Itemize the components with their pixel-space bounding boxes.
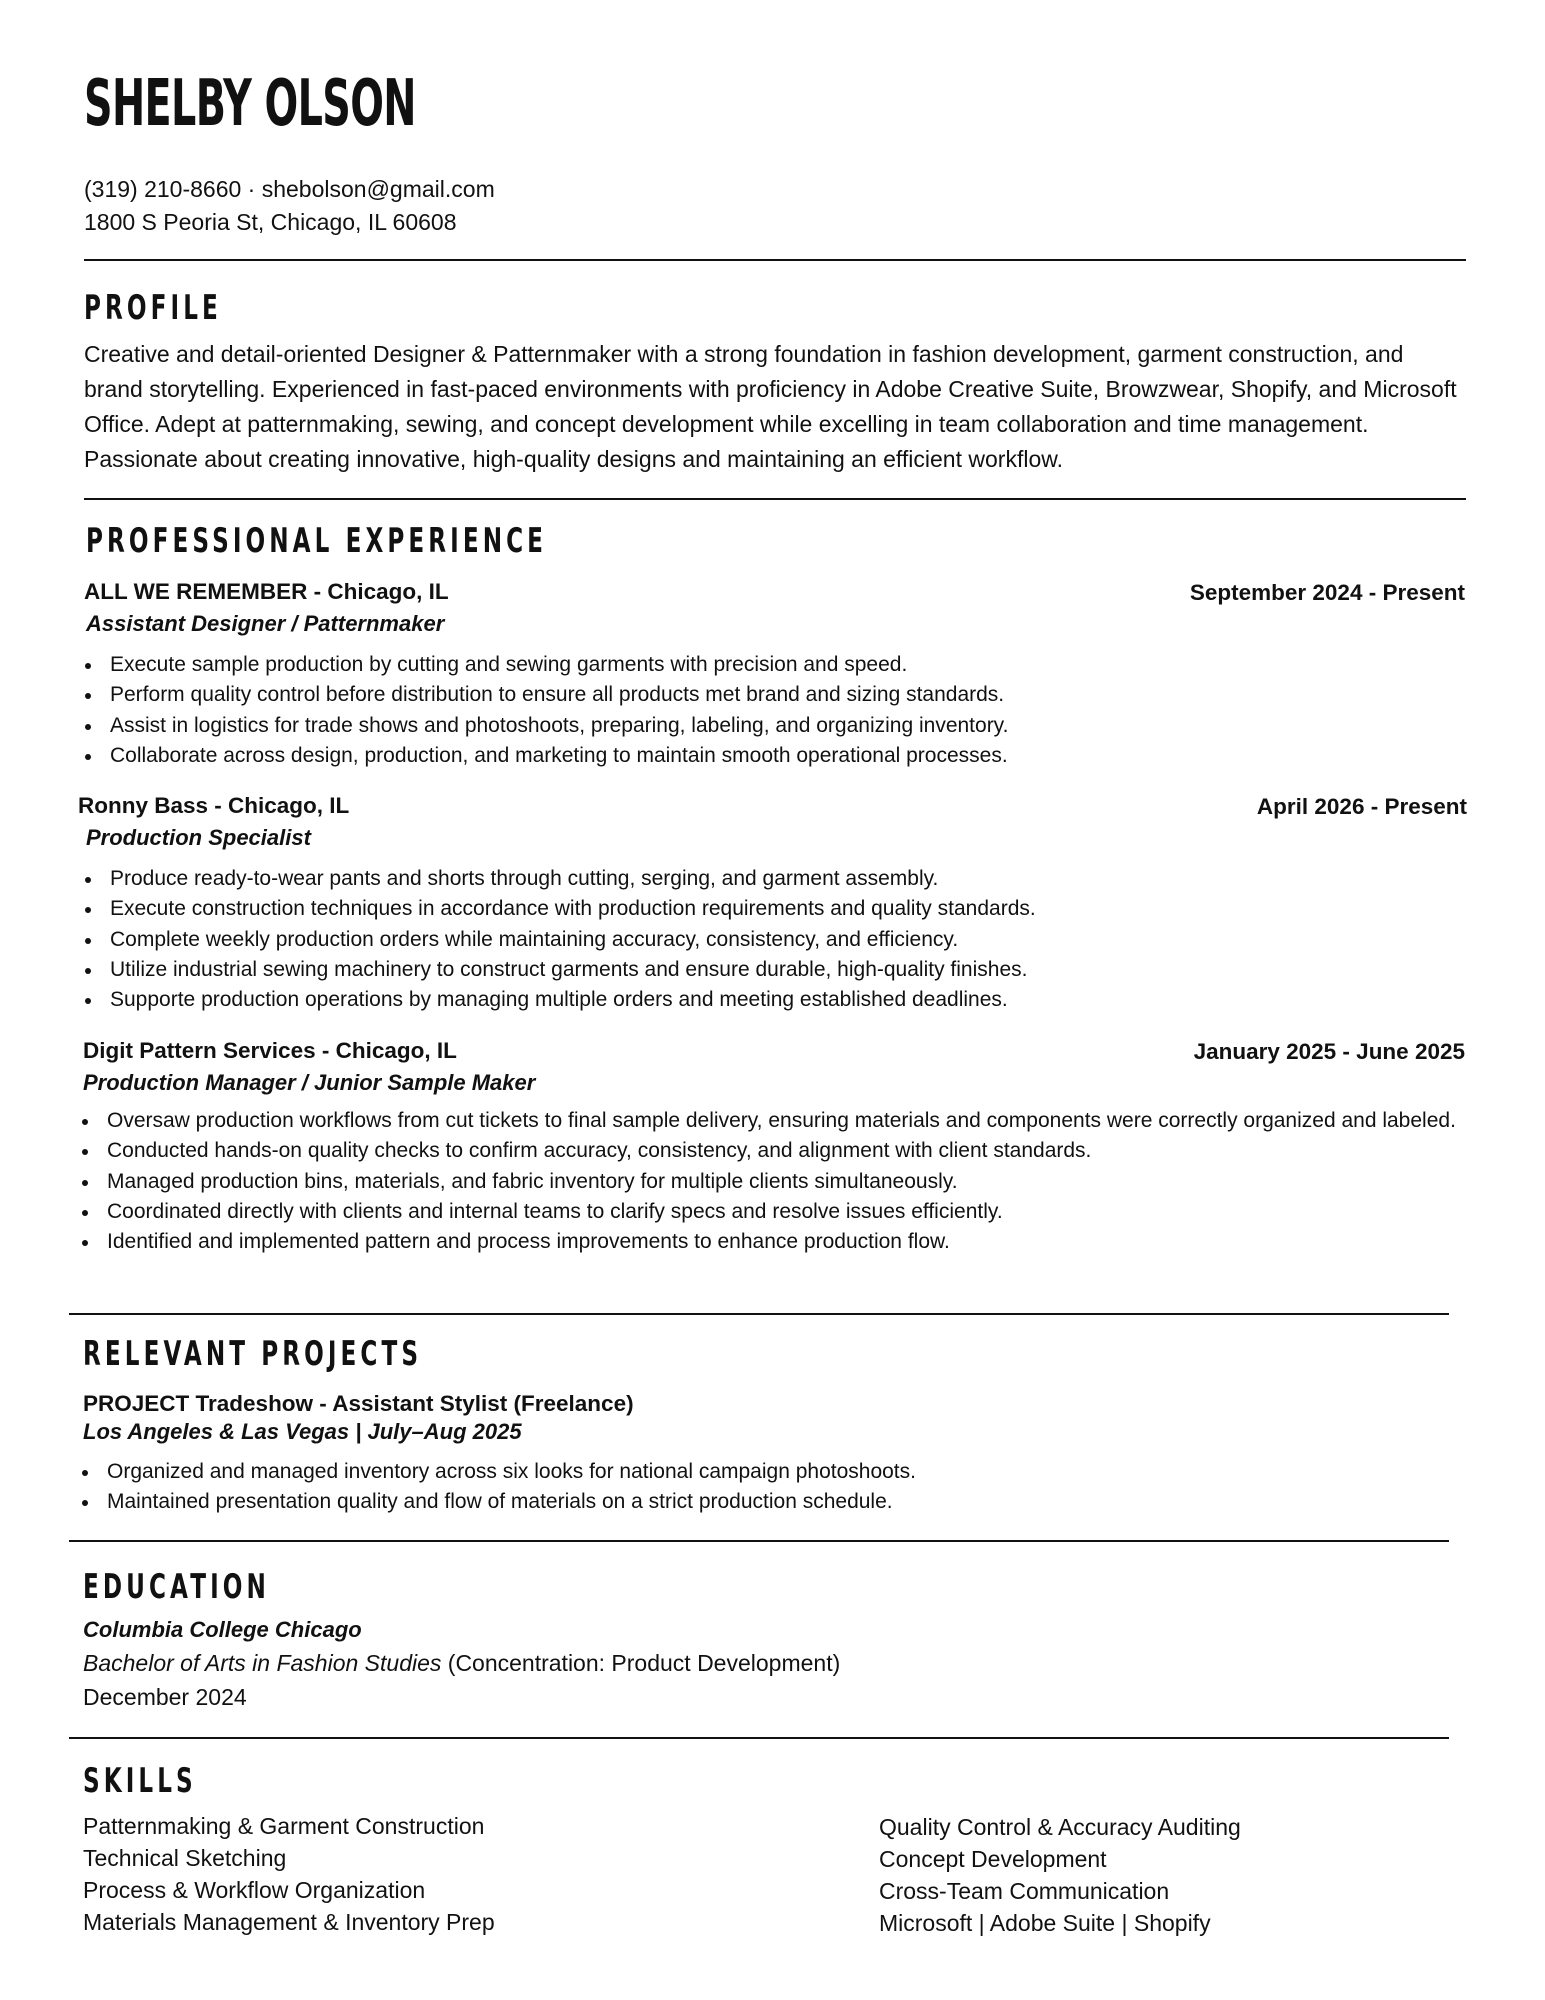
divider [84, 259, 1466, 261]
job-role: Production Manager / Junior Sample Maker [83, 1070, 536, 1095]
list-item: Collaborate across design, production, and marketing to maintain smooth operational processes. [84, 741, 1484, 771]
job-org: Digit Pattern Services - Chicago, IL [83, 1038, 457, 1063]
job-bullets [81, 1106, 1481, 1257]
list-item: Complete weekly production orders while maintaining accuracy, consistency, and efficiency. [84, 925, 1484, 955]
list-item: Perform quality control before distribution to ensure all products met brand and sizing standards. [84, 680, 1484, 710]
degree-line [83, 1650, 840, 1677]
project-title: PROJECT Tradeshow - Assistant Stylist (Freelance) [83, 1391, 634, 1416]
divider [69, 1313, 1449, 1315]
job-date: April 2026 - Present [1256, 794, 1467, 819]
job-org: Ronny Bass - Chicago, IL [78, 793, 350, 818]
contact-phone-email: (319) 210-8660 · shebolson@gmail.com [84, 176, 495, 202]
job-bullets [84, 864, 1484, 1015]
degree: Bachelor of Arts in Fashion Studies [83, 1650, 442, 1676]
job-bullets [84, 650, 1484, 771]
contact-address: 1800 S Peoria St, Chicago, IL 60608 [84, 209, 457, 235]
skill-item: Technical Sketching [83, 1845, 287, 1871]
project-bullets [81, 1457, 1481, 1518]
list-item: Maintained presentation quality and flow of materials on a strict production schedule. [81, 1487, 1481, 1517]
list-item: Execute sample production by cutting and sewing garments with precision and speed. [84, 650, 1484, 680]
list-item: Identified and implemented pattern and process improvements to enhance production flow. [81, 1227, 1481, 1257]
list-item: Conducted hands-on quality checks to confirm accuracy, consistency, and alignment with client standards. [81, 1136, 1481, 1166]
skills-left-column [83, 1810, 495, 1938]
skill-item: Quality Control & Accuracy Auditing [879, 1814, 1241, 1840]
skill-item: Patternmaking & Garment Construction [83, 1813, 485, 1839]
divider [69, 1540, 1449, 1542]
section-heading-projects: RELEVANT PROJECTS [83, 1334, 423, 1374]
job-role: Production Specialist [86, 825, 311, 850]
list-item: Supporte production operations by managing multiple orders and meeting established deadlines. [84, 985, 1484, 1015]
candidate-name: SHELBY OLSON [84, 67, 416, 141]
profile-summary: Creative and detail-oriented Designer & Patternmaker with a strong foundation in fashion development, garment construction, and brand storytelling. Experienced in fast-paced environments with proficiency in Adobe Creative Suite, Browzwear, Shopify, and Microsoft Office. Adept at patternmaking, sewing, and concept development while excelling in team collaboration and time management. Passionate about creating innovative, high-quality designs and maintaining an efficient workflow. [84, 341, 1457, 472]
section-heading-experience: PROFESSIONAL EXPERIENCE [86, 521, 548, 561]
list-item: Coordinated directly with clients and internal teams to clarify specs and resolve issues efficiently. [81, 1197, 1481, 1227]
skill-item: Cross-Team Communication [879, 1878, 1170, 1904]
section-heading-education: EDUCATION [83, 1567, 270, 1607]
list-item: Assist in logistics for trade shows and photoshoots, preparing, labeling, and organizing inventory. [84, 711, 1484, 741]
school-name: Columbia College Chicago [83, 1617, 362, 1642]
skill-item: Materials Management & Inventory Prep [83, 1909, 495, 1935]
concentration: (Concentration: Product Development) [441, 1650, 841, 1676]
list-item: Oversaw production workflows from cut tickets to final sample delivery, ensuring materials and components were correctly organized and labeled. [81, 1106, 1481, 1136]
list-item: Managed production bins, materials, and fabric inventory for multiple clients simultaneously. [81, 1167, 1481, 1197]
graduation-date: December 2024 [83, 1684, 247, 1710]
job-org: ALL WE REMEMBER - Chicago, IL [84, 579, 449, 604]
divider [84, 498, 1466, 500]
list-item: Execute construction techniques in accordance with production requirements and quality standards. [84, 894, 1484, 924]
list-item: Produce ready-to-wear pants and shorts through cutting, serging, and garment assembly. [84, 864, 1484, 894]
section-heading-skills: SKILLS [83, 1761, 197, 1801]
skills-right-column [879, 1811, 1241, 1939]
job-date: September 2024 - Present [1189, 580, 1465, 605]
list-item: Organized and managed inventory across six looks for national campaign photoshoots. [81, 1457, 1481, 1487]
skill-item: Concept Development [879, 1846, 1107, 1872]
project-subtitle: Los Angeles & Las Vegas | July–Aug 2025 [83, 1419, 522, 1444]
job-date: January 2025 - June 2025 [1193, 1039, 1465, 1064]
job-role: Assistant Designer / Patternmaker [86, 611, 445, 636]
skill-item: Microsoft | Adobe Suite | Shopify [879, 1910, 1211, 1936]
section-heading-profile: PROFILE [84, 288, 222, 328]
divider [69, 1737, 1449, 1739]
list-item: Utilize industrial sewing machinery to construct garments and ensure durable, high-quality finishes. [84, 955, 1484, 985]
skill-item: Process & Workflow Organization [83, 1877, 426, 1903]
